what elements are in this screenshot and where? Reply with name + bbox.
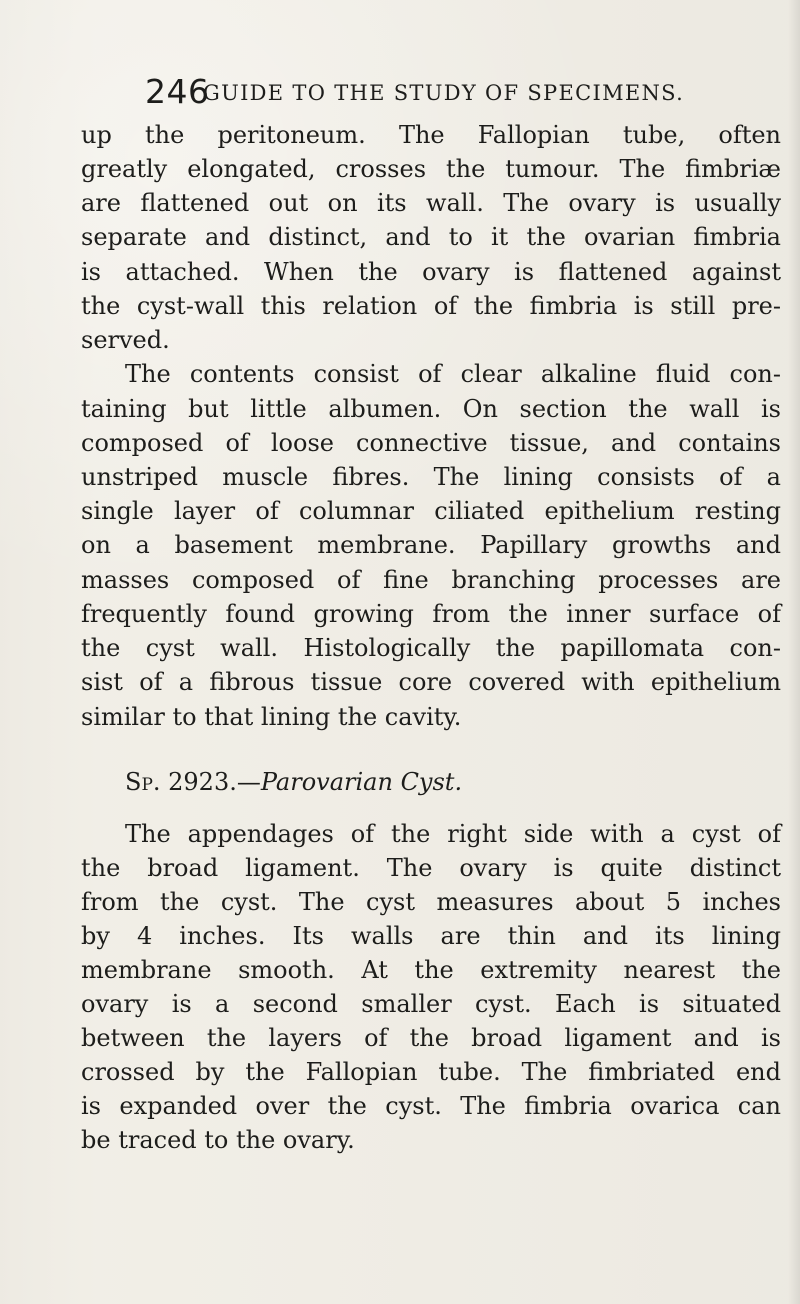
specimen-label: Sp. 2923.	[125, 768, 237, 796]
text-line: The appendages of the right side with a cyst of	[125, 820, 781, 848]
text-line: between the layers of the broad ligament and is	[81, 1024, 781, 1052]
text-line: taining but little albumen. On section the wall is	[81, 395, 781, 423]
text-line: frequently found growing from the inner surface of	[81, 600, 781, 628]
text-line: by 4 inches. Its walls are thin and its lining	[81, 922, 781, 950]
text-line: on a basement membrane. Papillary growths and	[81, 531, 781, 559]
running-header	[145, 74, 705, 114]
text-line: up the peritoneum. The Fallopian tube, often	[81, 121, 781, 149]
running-title: GUIDE TO THE STUDY OF SPECIMENS.	[203, 81, 685, 105]
text-line: the broad ligament. The ovary is quite distinct	[81, 854, 781, 882]
text-line: masses composed of fine branching processes are	[81, 566, 781, 594]
text-line: sist of a fibrous tissue core covered with epithelium	[81, 668, 781, 696]
text-line: from the cyst. The cyst measures about 5 inches	[81, 888, 781, 916]
text-line: separate and distinct, and to it the ovarian fimbria	[81, 223, 781, 251]
specimen-title: Parovarian Cyst.	[260, 768, 463, 796]
text-line: membrane smooth. At the extremity nearest the	[81, 956, 781, 984]
text-line: single layer of columnar ciliated epithelium resting	[81, 497, 781, 525]
text-line: be traced to the ovary.	[81, 1126, 355, 1154]
specimen-dash: —	[236, 768, 261, 796]
text-line: similar to that lining the cavity.	[81, 703, 462, 731]
text-line: unstriped muscle fibres. The lining consists of a	[81, 463, 781, 491]
page-edge-shadow	[788, 0, 800, 1304]
text-line: crossed by the Fallopian tube. The fimbriated end	[81, 1058, 781, 1086]
specimen-heading	[125, 766, 462, 798]
text-line: the cyst-wall this relation of the fimbria is still pre-	[81, 292, 781, 320]
text-line: The contents consist of clear alkaline fluid con-	[125, 360, 781, 388]
page-number: 246	[145, 72, 210, 111]
text-line: is expanded over the cyst. The fimbria ovarica can	[81, 1092, 781, 1120]
text-line: is attached. When the ovary is flattened against	[81, 258, 781, 286]
text-line: ovary is a second smaller cyst. Each is situated	[81, 990, 781, 1018]
text-line: composed of loose connective tissue, and contains	[81, 429, 781, 457]
text-line: greatly elongated, crosses the tumour. The fimbriæ	[81, 155, 781, 183]
text-line: are flattened out on its wall. The ovary is usually	[81, 189, 781, 217]
text-line: the cyst wall. Histologically the papillomata con-	[81, 634, 781, 662]
text-line: served.	[81, 326, 170, 354]
